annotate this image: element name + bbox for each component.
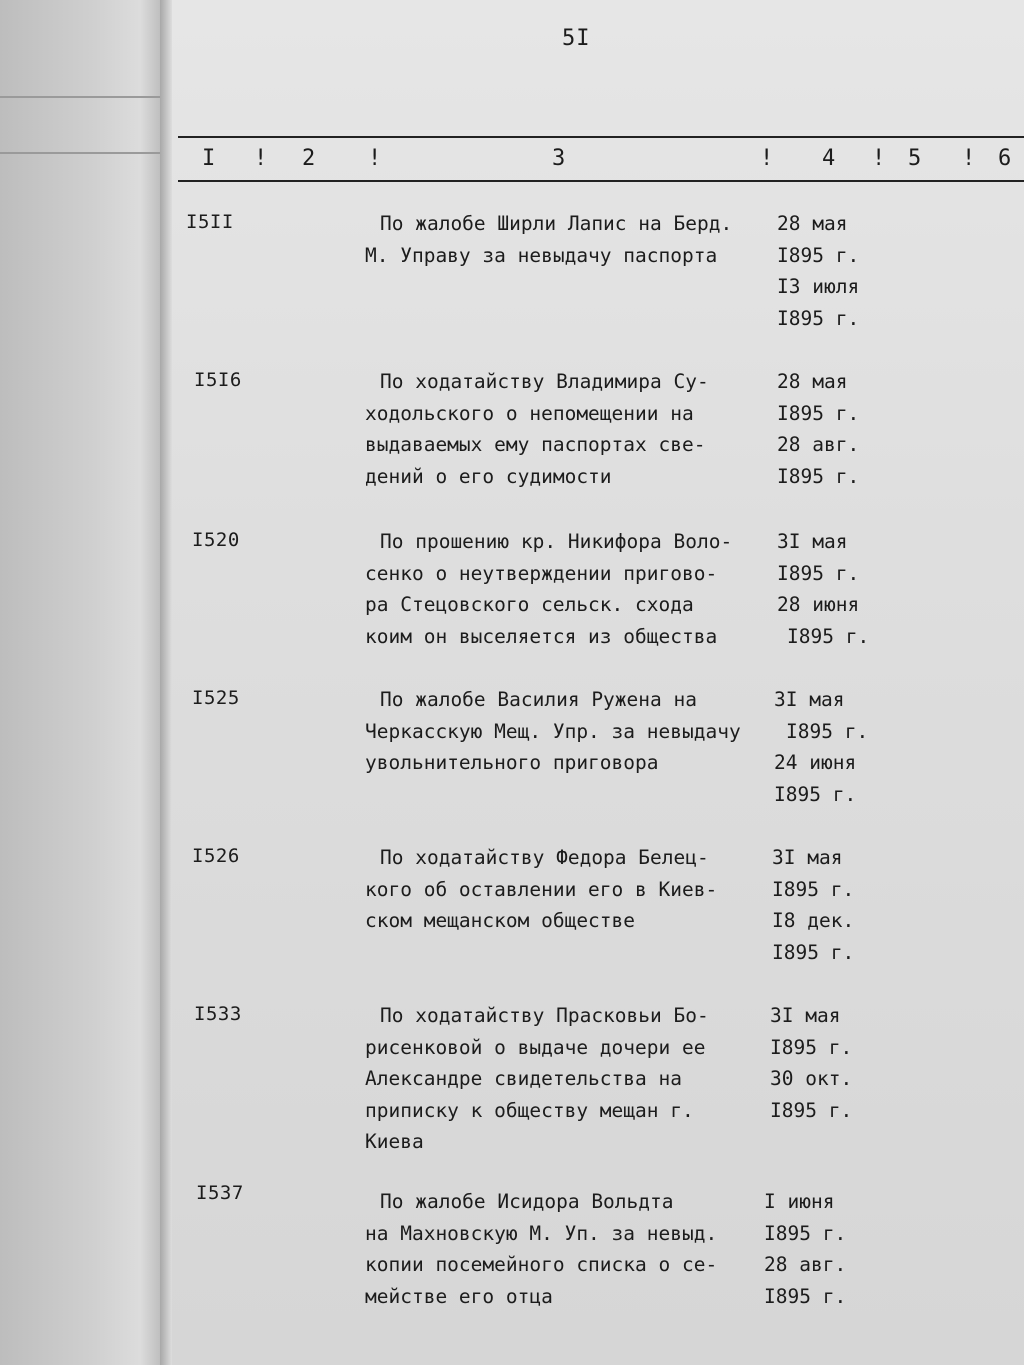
entry-description: По прошению кр. Никифора Воло- сенко о неутверждении пригово- ра Стецовского сельск. схода коим он выселяется из общества <box>365 530 733 648</box>
entry-number: I5II <box>186 211 234 233</box>
entry-description: По жалобе Исидора Вольдта на Махновскую М. Уп. за невыд. копии посемейного списка о се- мействе его отца <box>365 1190 718 1308</box>
document-page <box>172 0 1024 1365</box>
entry-number: I526 <box>192 845 240 867</box>
entry-number: I537 <box>196 1182 244 1204</box>
entry-number: I520 <box>192 529 240 551</box>
page-number: 5I <box>562 26 591 51</box>
column-separator: ! <box>368 146 382 171</box>
entry-dates: 3I мая I895 г. I8 дек. I895 г. <box>772 846 855 964</box>
entry-dates: 3I мая I895 г. 28 июня I895 г. <box>777 530 870 648</box>
entry-description: По ходатайству Владимира Су- ходольского о непомещении на выдаваемых ему паспортах све- дений о его судимости <box>365 370 709 488</box>
previous-page-rule <box>0 152 165 154</box>
entry-description: По ходатайству Федора Белец- кого об оставлении его в Киев- ском мещанском обществе <box>365 846 718 932</box>
column-separator: ! <box>872 146 886 171</box>
column-header: I <box>202 146 216 171</box>
entry-dates: 3I мая I895 г. 30 окт. I895 г. <box>770 1004 853 1122</box>
entry-dates: 3I мая I895 г. 24 июня I895 г. <box>774 688 869 806</box>
column-header: 2 <box>302 146 316 171</box>
entry-dates: 28 мая I895 г. 28 авг. I895 г. <box>777 370 860 488</box>
entry-dates: I июня I895 г. 28 авг. I895 г. <box>764 1190 847 1308</box>
column-separator: ! <box>254 146 268 171</box>
entry-dates: 28 мая I895 г. I3 июля I895 г. <box>777 212 860 330</box>
entry-number: I533 <box>194 1003 242 1025</box>
entry-description: По жалобе Ширли Лапис на Берд. М. Управу за невыдачу паспорта <box>365 212 733 267</box>
column-header: 6 <box>998 146 1012 171</box>
entries-list <box>172 0 1024 1365</box>
column-separator: ! <box>962 146 976 171</box>
previous-page-edge <box>0 0 165 1365</box>
entry-description: По ходатайству Прасковьи Бо- рисенковой о выдаче дочери ее Александре свидетельства на приписку к обществу мещан г. Киева <box>365 1004 709 1153</box>
column-separator: ! <box>760 146 774 171</box>
column-header: 4 <box>822 146 836 171</box>
previous-page-rule <box>0 96 165 98</box>
column-header: 5 <box>908 146 922 171</box>
entry-description: По жалобе Василия Ружена на Черкасскую Мещ. Упр. за невыдачу увольнительного приговора <box>365 688 741 774</box>
entry-number: I5I6 <box>194 369 242 391</box>
column-header: 3 <box>552 146 566 171</box>
entry-number: I525 <box>192 687 240 709</box>
